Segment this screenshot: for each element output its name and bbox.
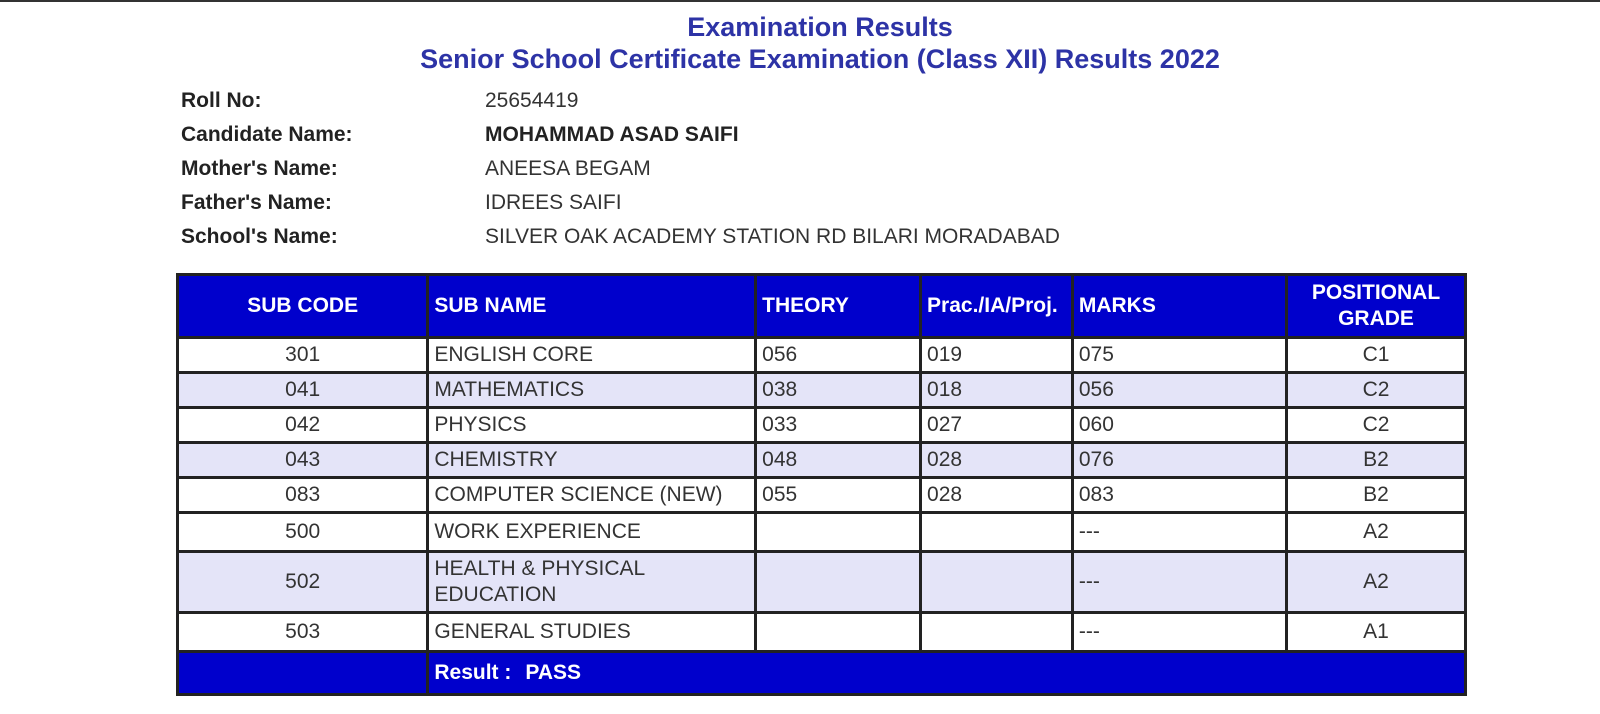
grade-cell: B2: [1287, 478, 1466, 513]
marks-cell: ---: [1072, 613, 1286, 652]
grade-cell: A2: [1287, 513, 1466, 552]
prac-cell: 028: [921, 478, 1073, 513]
father-name-value: IDREES SAIFI: [485, 191, 622, 214]
mother-name-row: [181, 152, 1060, 186]
sub-name-cell: COMPUTER SCIENCE (NEW): [428, 478, 756, 513]
sub-name-cell: PHYSICS: [428, 408, 756, 443]
prac-cell: 027: [921, 408, 1073, 443]
prac-cell: [921, 613, 1073, 652]
grade-cell: C2: [1287, 373, 1466, 408]
table-row: [178, 478, 1466, 513]
result-cell: [428, 652, 1466, 695]
theory-cell: [756, 552, 921, 613]
marks-cell: 076: [1072, 443, 1286, 478]
theory-cell: 033: [756, 408, 921, 443]
father-name-label: Father's Name:: [181, 191, 332, 214]
prac-cell: [921, 552, 1073, 613]
marks-cell: ---: [1072, 552, 1286, 613]
marks-cell: 075: [1072, 338, 1286, 373]
table-row: [178, 373, 1466, 408]
grade-cell: A2: [1287, 552, 1466, 613]
theory-cell: [756, 613, 921, 652]
grade-cell: A1: [1287, 613, 1466, 652]
marks-cell: 060: [1072, 408, 1286, 443]
grade-cell: C2: [1287, 408, 1466, 443]
table-row: [178, 408, 1466, 443]
sub-code-cell: 041: [178, 373, 428, 408]
sub-name-cell: CHEMISTRY: [428, 443, 756, 478]
sub-name-cell: WORK EXPERIENCE: [428, 513, 756, 552]
school-name-value: SILVER OAK ACADEMY STATION RD BILARI MORADABAD: [485, 225, 1060, 248]
result-row: [178, 652, 1466, 695]
sub-code-cell: 500: [178, 513, 428, 552]
roll-no-label: Roll No:: [181, 89, 262, 112]
header-grade: POSITIONAL GRADE: [1287, 275, 1466, 338]
theory-cell: 056: [756, 338, 921, 373]
mother-name-label: Mother's Name:: [181, 157, 338, 180]
candidate-name-row: [181, 118, 1060, 152]
prac-cell: 019: [921, 338, 1073, 373]
roll-no-row: [181, 84, 1060, 118]
theory-cell: 055: [756, 478, 921, 513]
result-empty-cell: [178, 652, 428, 695]
marks-cell: ---: [1072, 513, 1286, 552]
school-name-row: [181, 220, 1060, 254]
sub-name-cell: HEALTH & PHYSICAL EDUCATION: [428, 552, 756, 613]
page-subtitle: Senior School Certificate Examination (Class XII) Results 2022: [420, 44, 1220, 74]
marks-cell: 056: [1072, 373, 1286, 408]
sub-name-cell: ENGLISH CORE: [428, 338, 756, 373]
sub-name-cell: MATHEMATICS: [428, 373, 756, 408]
sub-code-cell: 043: [178, 443, 428, 478]
father-name-row: [181, 186, 1060, 220]
grade-cell: C1: [1287, 338, 1466, 373]
table-row: [178, 443, 1466, 478]
sub-name-cell: GENERAL STUDIES: [428, 613, 756, 652]
sub-code-cell: 502: [178, 552, 428, 613]
sub-code-cell: 042: [178, 408, 428, 443]
candidate-info: [181, 84, 1060, 254]
result-value: PASS: [525, 661, 582, 684]
results-table: [176, 273, 1467, 696]
prac-cell: 018: [921, 373, 1073, 408]
prac-cell: [921, 513, 1073, 552]
header-prac: Prac./IA/Proj.: [921, 275, 1073, 338]
candidate-name-value: MOHAMMAD ASAD SAIFI: [485, 123, 739, 146]
sub-code-cell: 301: [178, 338, 428, 373]
prac-cell: 028: [921, 443, 1073, 478]
table-row: [178, 613, 1466, 652]
theory-cell: 038: [756, 373, 921, 408]
table-row: [178, 552, 1466, 613]
table-row: [178, 513, 1466, 552]
page-title: Examination Results: [687, 12, 953, 42]
table-header-row: [178, 275, 1466, 338]
roll-no-value: 25654419: [485, 89, 579, 112]
header-sub-name: SUB NAME: [428, 275, 756, 338]
header-marks: MARKS: [1072, 275, 1286, 338]
header-sub-code: SUB CODE: [178, 275, 428, 338]
school-name-label: School's Name:: [181, 225, 338, 248]
header-theory: THEORY: [756, 275, 921, 338]
result-label: Result :: [434, 661, 512, 684]
table-row: [178, 338, 1466, 373]
grade-cell: B2: [1287, 443, 1466, 478]
theory-cell: 048: [756, 443, 921, 478]
theory-cell: [756, 513, 921, 552]
marks-cell: 083: [1072, 478, 1286, 513]
candidate-name-label: Candidate Name:: [181, 123, 353, 146]
sub-code-cell: 503: [178, 613, 428, 652]
sub-code-cell: 083: [178, 478, 428, 513]
mother-name-value: ANEESA BEGAM: [485, 157, 651, 180]
